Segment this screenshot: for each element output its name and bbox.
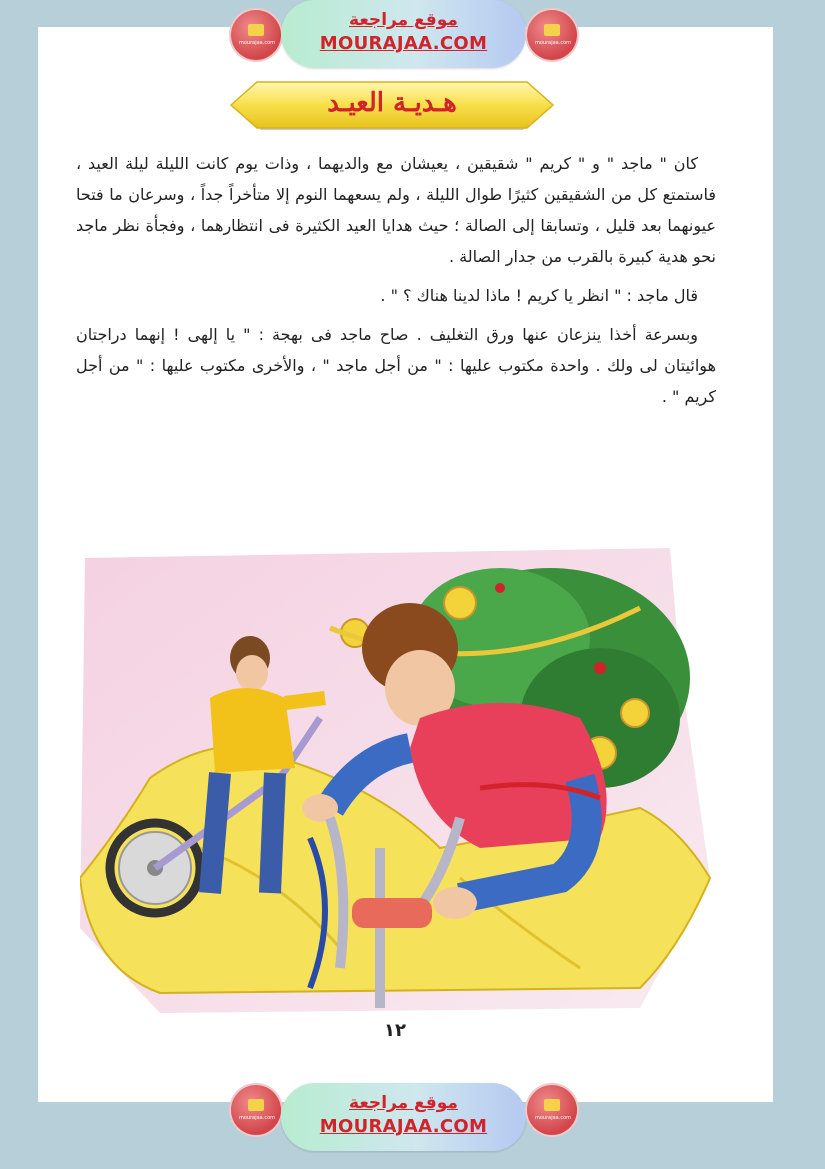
site-seal-icon: mourajaa.com <box>527 10 577 60</box>
site-seal-icon: mourajaa.com <box>231 1085 281 1135</box>
site-domain[interactable]: MOURAJAA.COM <box>319 33 488 54</box>
site-seal-icon: mourajaa.com <box>527 1085 577 1135</box>
story-paragraph: وبسرعة أخذا ينزعان عنها ورق التغليف . صاح ماجد فى بهجة : " يا إلهى ! إنهما دراجتان هوائيتان لى ولك . واحدة مكتوب عليها : " من أجل ماجد " ، والأخرى مكتوب عليها : " من أجل كريم " . <box>76 325 716 406</box>
page-number: ١٢ <box>384 1020 406 1041</box>
story-title: هـديـة العيـد <box>327 88 457 118</box>
story-paragraph: قال ماجد : " انظر يا كريم ! ماذا لدينا هناك ؟ " . <box>380 286 698 305</box>
site-domain[interactable]: MOURAJAA.COM <box>319 1116 488 1137</box>
site-name-ar[interactable]: موقع مراجعة <box>349 1093 458 1113</box>
site-banner-bottom[interactable] <box>281 1083 526 1151</box>
site-seal-icon: mourajaa.com <box>231 10 281 60</box>
story-title-plate <box>227 80 557 134</box>
story-paragraph: كان " ماجد " و " كريم " شقيقين ، يعيشان مع والديهما ، وذات يوم كانت الليلة ليلة العيد ، فاستمتع كل من الشقيقين كثيرًا طوال الليلة ، ولم يسعهما النوم إلا متأخراً جداً ، وسرعان ما فتحا عيونهما بعد قليل ، وتسابقا إلى الصالة ؛ حيث هدايا العيد الكثيرة فى انتظارهما ، وفجأة نظر ماجد نحو هدية كبيرة بالقرب من جدار الصالة . <box>76 154 716 266</box>
site-banner-top[interactable] <box>281 0 526 68</box>
story-illustration <box>80 548 720 1018</box>
site-name-ar[interactable]: موقع مراجعة <box>349 10 458 30</box>
story-text <box>76 148 716 420</box>
